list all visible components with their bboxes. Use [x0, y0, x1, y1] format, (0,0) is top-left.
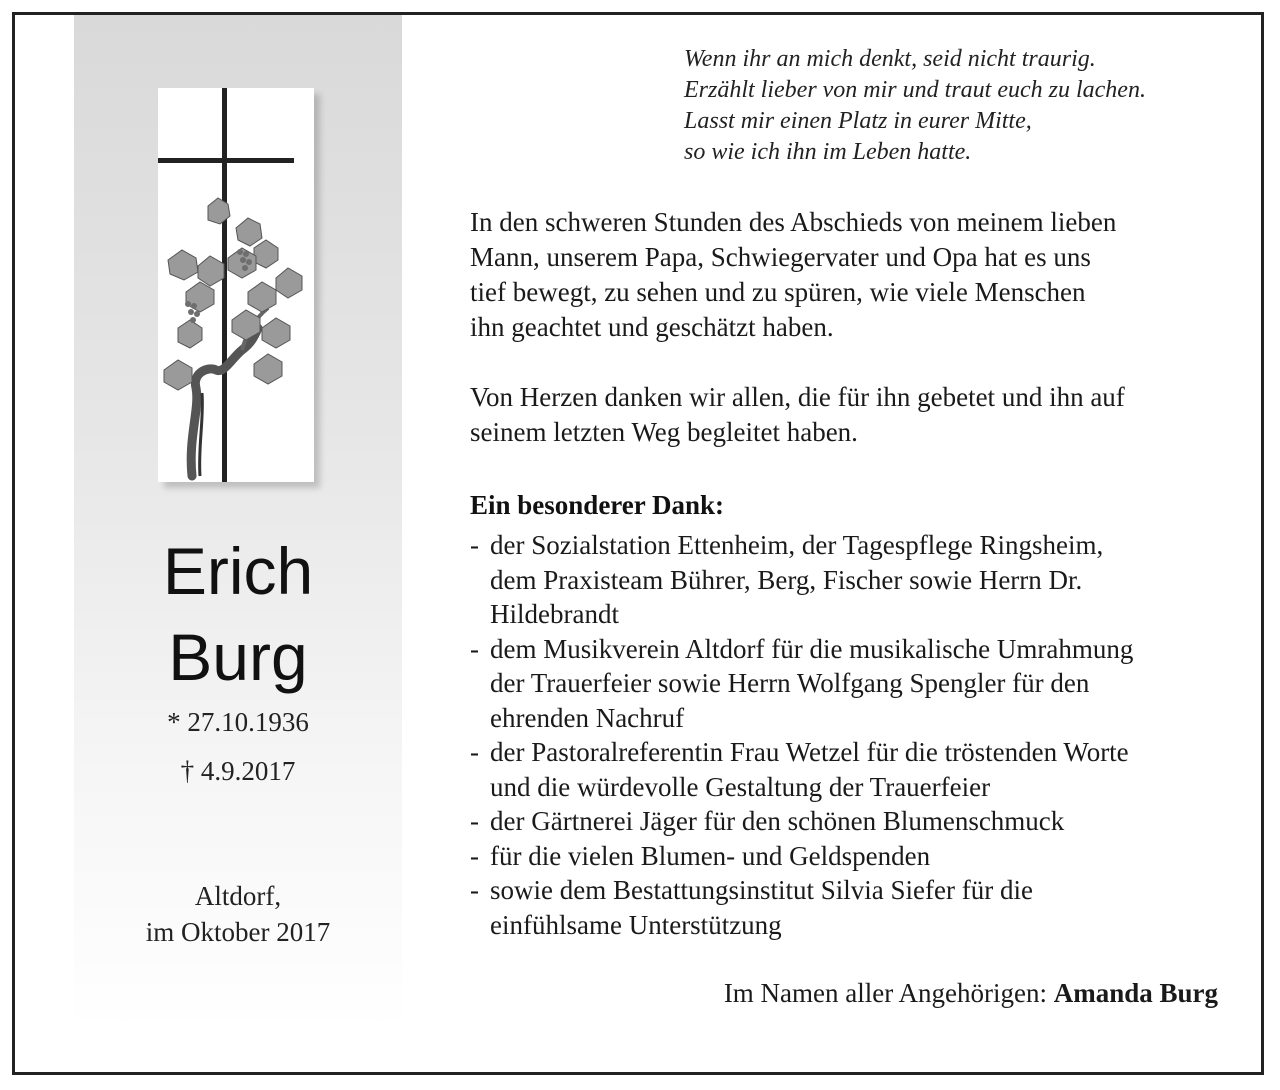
thanks-item-line: der Sozialstation Ettenheim, der Tagespflege Ringsheim,	[490, 530, 1104, 560]
list-dash: -	[470, 530, 479, 560]
place-line-2: im Oktober 2017	[145, 917, 331, 947]
poem	[684, 44, 1146, 168]
cross-grapevine-picture	[158, 88, 314, 482]
place-line-1: Altdorf,	[194, 881, 282, 911]
thanks-item	[470, 804, 1133, 839]
poem-line: so wie ich ihn im Leben hatte.	[684, 139, 972, 165]
thanks-item-line: der Pastoralreferentin Frau Wetzel für die tröstenden Worte	[490, 737, 1129, 767]
paragraph-line: Mann, unserem Papa, Schwiegervater und Opa hat es uns	[470, 242, 1091, 272]
thanks-item	[470, 839, 1133, 874]
paragraph-line: tief bewegt, zu sehen und zu spüren, wie viele Menschen	[470, 277, 1086, 307]
paragraph-line: Von Herzen danken wir allen, die für ihn gebetet und ihn auf	[470, 382, 1125, 412]
poem-line: Lasst mir einen Platz in eurer Mitte,	[684, 108, 1032, 134]
place-and-date	[74, 878, 402, 950]
poem-line: Erzählt lieber von mir und traut euch zu lachen.	[684, 77, 1146, 103]
list-dash: -	[470, 633, 479, 664]
signature-name: Amanda Burg	[1053, 978, 1218, 1008]
death-date: † 4.9.2017	[180, 756, 296, 786]
list-dash: -	[470, 737, 479, 767]
thanks-heading: Ein besonderer Dank:	[470, 490, 725, 520]
poem-line: Wenn ihr an mich denkt, seid nicht traurig.	[684, 46, 1096, 72]
thanks-item	[470, 873, 1133, 942]
thanks-item-line: und die würdevolle Gestaltung der Trauerfeier	[490, 771, 991, 802]
signature	[724, 978, 1218, 1009]
list-dash: -	[470, 875, 479, 905]
paragraph-2	[470, 380, 1125, 450]
thanks-item	[470, 528, 1133, 632]
thanks-list	[470, 528, 1133, 942]
thanks-item-line: dem Musikverein Altdorf für die musikalische Umrahmung	[490, 633, 1134, 664]
paragraph-1	[470, 205, 1116, 345]
thanks-item-line: Hildebrandt	[490, 599, 619, 629]
signature-prefix: Im Namen aller Angehörigen:	[723, 978, 1047, 1008]
list-dash: -	[470, 806, 479, 836]
thanks-item	[470, 735, 1133, 804]
paragraph-line: ihn geachtet und geschätzt haben.	[470, 312, 834, 342]
thanks-item-line: einfühlsame Unterstützung	[490, 909, 782, 940]
thanks-item-line: für die vielen Blumen- und Geldspenden	[490, 840, 931, 871]
birth-date: * 27.10.1936	[167, 707, 309, 737]
deceased-first-name: Erich	[162, 534, 314, 608]
paragraph-line: In den schweren Stunden des Abschieds von meinem lieben	[470, 207, 1117, 237]
list-dash: -	[470, 840, 479, 871]
thanks-item-line: der Gärtnerei Jäger für den schönen Blumenschmuck	[490, 806, 1065, 836]
thanks-item-line: sowie dem Bestattungsinstitut Silvia Siefer für die	[490, 875, 1033, 905]
cross-icon	[158, 88, 314, 482]
paragraph-line: seinem letzten Weg begleitet haben.	[470, 417, 858, 447]
thanks-item-line: dem Praxisteam Bührer, Berg, Fischer sowie Herrn Dr.	[490, 564, 1083, 595]
thanks-item	[470, 632, 1133, 736]
deceased-last-name: Burg	[168, 620, 308, 694]
thanks-item-line: der Trauerfeier sowie Herrn Wolfgang Spengler für den	[490, 668, 1090, 698]
thanks-item-line: ehrenden Nachruf	[490, 702, 685, 733]
